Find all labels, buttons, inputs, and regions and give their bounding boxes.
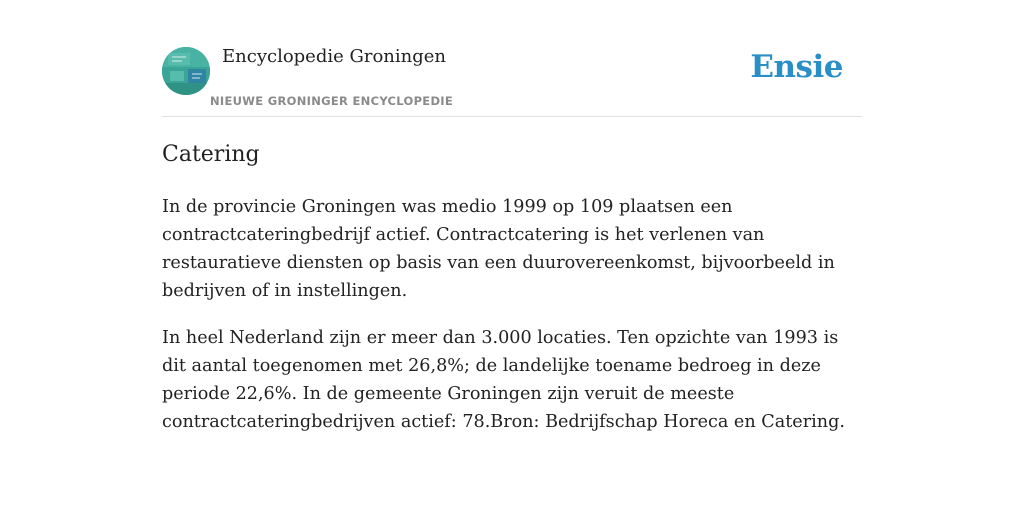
article-paragraph: In de provincie Groningen was medio 1999 op 109 plaatsen een contractcateringbedrijf actief. Contractcatering is het verlenen van restauratieve diensten op basis van een duurovereenkomst, bijvoorbeeld in bedrijven of in instellingen.: [162, 197, 835, 301]
site-subtitle: NIEUWE GRONINGER ENCYCLOPEDIE: [210, 94, 454, 108]
site-title-link[interactable]: Encyclopedie Groningen: [222, 46, 447, 67]
encyclopedia-logo-icon[interactable]: [162, 47, 210, 95]
article: [162, 140, 862, 455]
ensie-brand-link[interactable]: Ensie: [750, 49, 843, 85]
site-header: [162, 46, 862, 117]
article-paragraph: In heel Nederland zijn er meer dan 3.000 locaties. Ten opzichte van 1993 is dit aantal toegenomen met 26,8%; de landelijke toename bedroeg in deze periode 22,6%. In de gemeente Groningen zijn veruit de meeste contractcateringbedrijven actief: 78.Bron: Bedrijfschap Horeca en Catering.: [162, 328, 845, 432]
article-title: Catering: [162, 142, 260, 167]
